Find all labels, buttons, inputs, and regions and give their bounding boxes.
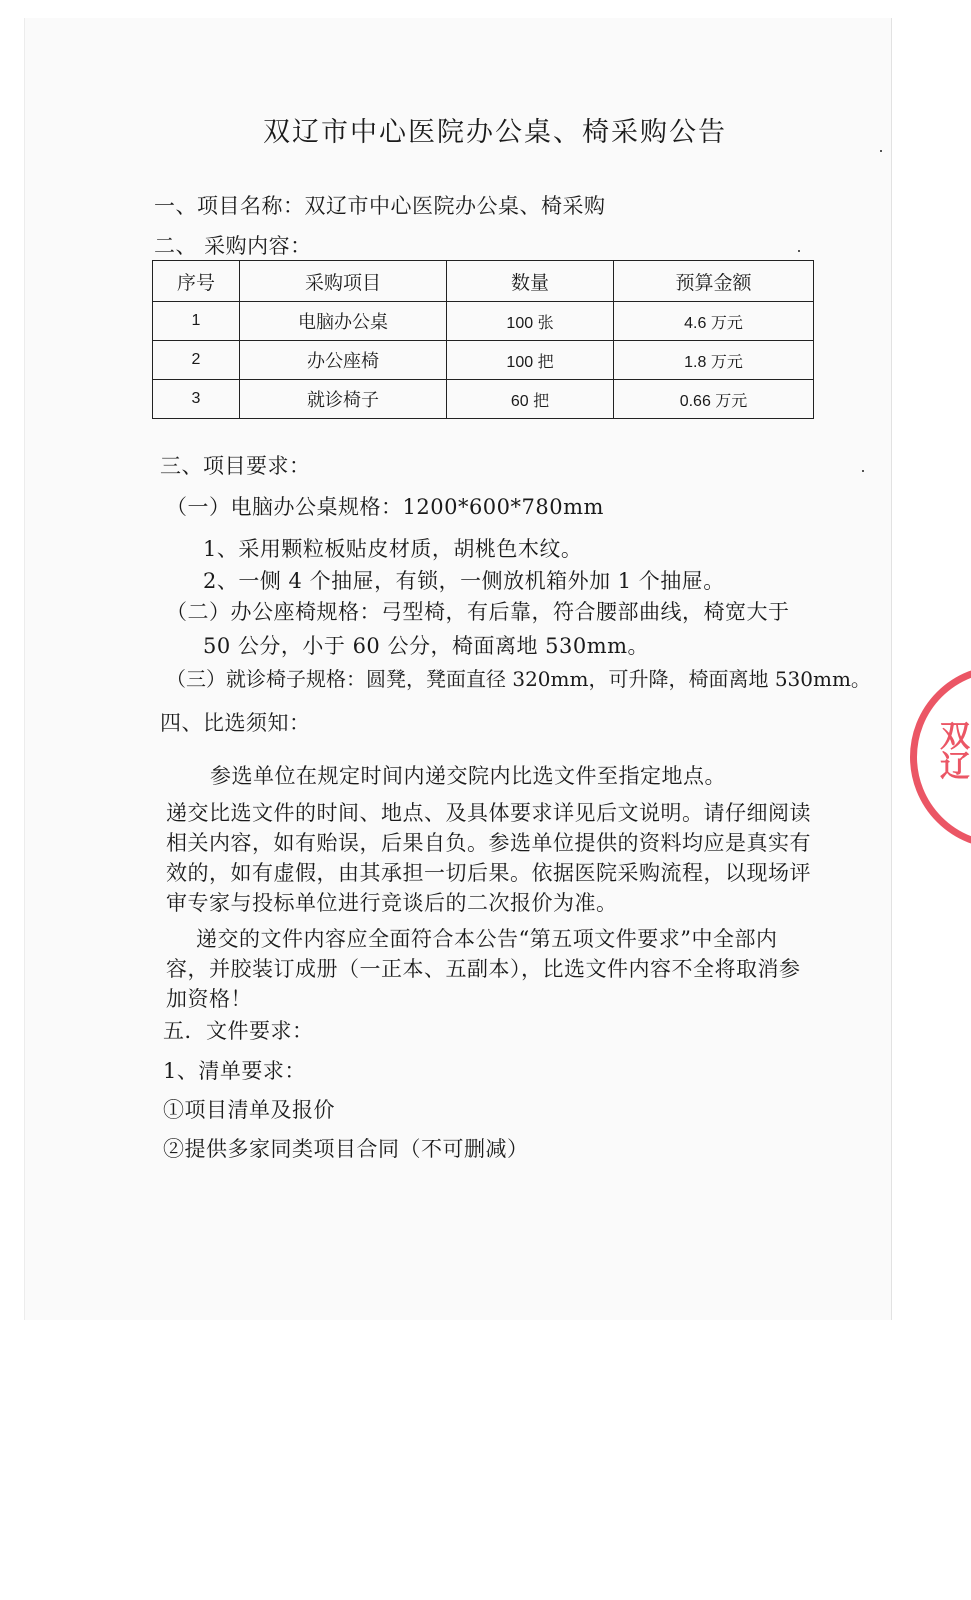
table-row xyxy=(153,341,814,380)
table-header-cell: 预算金额 xyxy=(614,261,814,302)
section-notice-heading: 四、比选须知： xyxy=(160,711,311,735)
table-cell: 办公座椅 xyxy=(240,341,447,380)
desk-item-1: 1、采用颗粒板贴皮材质，胡桃色木纹。 xyxy=(203,537,583,561)
scan-speck xyxy=(798,250,800,252)
table-header-cell: 采购项目 xyxy=(240,261,447,302)
table-cell: 100 把 xyxy=(447,341,614,380)
table-cell: 就诊椅子 xyxy=(240,380,447,419)
chair-spec-line-1: （二）办公座椅规格：弓型椅，有后靠，符合腰部曲线，椅宽大于 xyxy=(166,600,790,624)
notice-para-3: 递交的文件内容应全面符合本公告“第五项文件要求”中全部内容，并胶装订成册（一正本、五副本），比选文件内容不全将取消参加资格！ xyxy=(166,927,801,1011)
table-cell: 1.8 万元 xyxy=(614,341,814,380)
requirement-item-1: ①项目清单及报价 xyxy=(163,1098,335,1122)
table-row xyxy=(153,380,814,419)
table-cell: 0.66 万元 xyxy=(614,380,814,419)
section-procurement-content: 二、 采购内容： xyxy=(154,234,312,258)
scan-speck xyxy=(862,470,864,472)
section-requirements-heading: 三、项目要求： xyxy=(160,454,311,478)
section-file-requirements-heading: 五．文件要求： xyxy=(163,1019,314,1043)
procurement-table xyxy=(152,260,814,419)
table-header-cell: 序号 xyxy=(153,261,240,302)
desk-item-2: 2、一侧 4 个抽屉，有锁，一侧放机箱外加 1 个抽屉。 xyxy=(203,569,725,593)
table-row xyxy=(153,302,814,341)
table-header-row xyxy=(153,261,814,302)
seal-text: 双辽 xyxy=(934,720,969,780)
table-cell: 60 把 xyxy=(447,380,614,419)
requirement-item-2: ②提供多家同类项目合同（不可删减） xyxy=(163,1137,529,1161)
document-title: 双辽市中心医院办公桌、椅采购公告 xyxy=(263,117,727,148)
table-cell: 1 xyxy=(153,302,240,341)
section-project-name: 一、项目名称：双辽市中心医院办公桌、椅采购 xyxy=(154,194,606,218)
desk-spec: （一）电脑办公桌规格：1200*600*780mm xyxy=(166,495,604,519)
official-seal-stamp xyxy=(910,665,971,849)
notice-para-1: 参选单位在规定时间内递交院内比选文件至指定地点。 xyxy=(210,764,726,788)
table-header-cell: 数量 xyxy=(447,261,614,302)
table-cell: 3 xyxy=(153,380,240,419)
scan-speck xyxy=(880,150,882,152)
chair-spec-line-2: 50 公分，小于 60 公分，椅面离地 530mm。 xyxy=(203,634,650,658)
list-requirements-heading: 1、清单要求： xyxy=(163,1059,306,1083)
notice-para-2: 递交比选文件的时间、地点、及具体要求详见后文说明。请仔细阅读相关内容，如有贻误，后果自负。参选单位提供的资料均应是真实有效的，如有虚假，由其承担一切后果。依据医院采购流程，以现场评审专家与投标单位进行竞谈后的二次报价为准。 xyxy=(166,801,811,915)
table-cell: 2 xyxy=(153,341,240,380)
table-cell: 电脑办公桌 xyxy=(240,302,447,341)
table-cell: 100 张 xyxy=(447,302,614,341)
stool-spec: （三）就诊椅子规格：圆凳，凳面直径 320mm，可升降，椅面离地 530mm。 xyxy=(166,667,871,691)
table-cell: 4.6 万元 xyxy=(614,302,814,341)
